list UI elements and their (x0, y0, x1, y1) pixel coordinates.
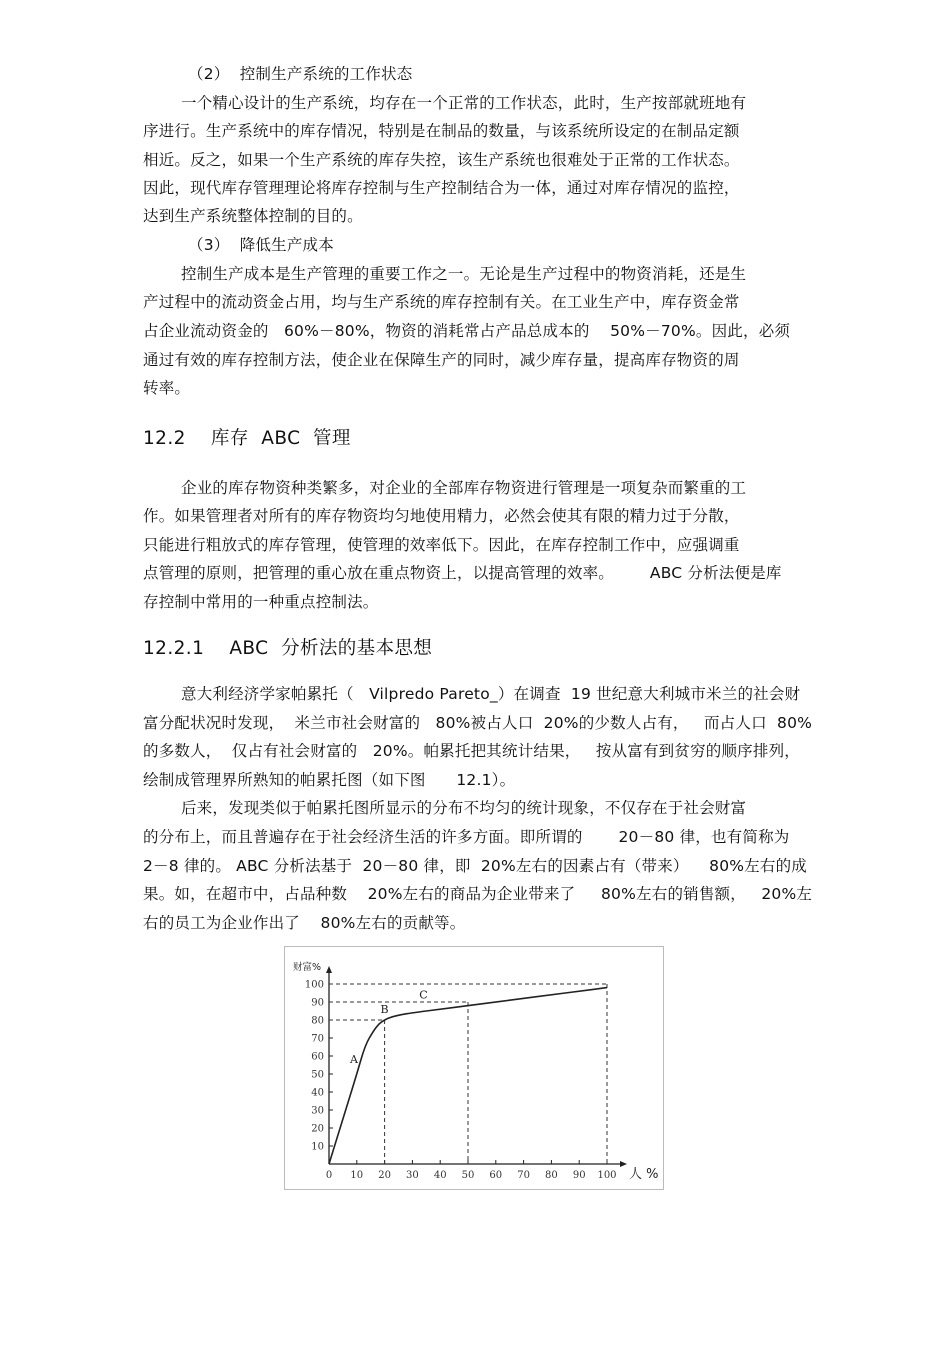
x-tick-label: 50 (461, 1170, 475, 1181)
paragraph-line: 占企业流动资金的 60%－80%，物资的消耗常占产品总成本的 50%－70%。因此，必须 (143, 322, 791, 340)
x-tick-label: 100 (597, 1170, 617, 1181)
paragraph-line: 存控制中常用的一种重点控制法。 (143, 593, 379, 611)
y-tick-label: 80 (311, 1015, 324, 1027)
curve-segment-label-a: A (350, 1053, 358, 1067)
paragraph-line: 右的员工为企业作出了 80%左右的贡献等。 (143, 914, 466, 932)
y-axis-title: 财富% (293, 962, 322, 973)
x-tick-label: 20 (378, 1170, 391, 1181)
y-tick-label: 30 (311, 1105, 324, 1117)
curve-segment-label-b: B (380, 1002, 389, 1016)
section-heading-12-2-1: 12.2.1 ABC 分析法的基本思想 (143, 638, 433, 659)
paragraph-line: 企业的库存物资种类繁多，对企业的全部库存物资进行管理是一项复杂而繁重的工 (181, 479, 747, 497)
section-heading-12-2: 12.2 库存 ABC 管理 (143, 428, 351, 449)
paragraph-line: 作。如果管理者对所有的库存物资均匀地使用精力，必然会使其有限的精力过于分散， (143, 507, 740, 525)
x-tick-label: 90 (572, 1170, 586, 1181)
paragraph-line: 果。如，在超市中，占品种数 20%左右的商品为企业带来了 80%左右的销售额， 20%左 (143, 885, 813, 903)
y-tick-label: 20 (311, 1123, 324, 1135)
paragraph-line: 意大利经济学家帕累托（ Vilpredo Pareto_）在调查 19 世纪意大利城市米兰的社会财 (181, 685, 801, 703)
y-tick-label: 70 (311, 1033, 324, 1045)
paragraph-line: 点管理的原则，把管理的重心放在重点物资上，以提高管理的效率。 ABC 分析法便是库 (143, 564, 782, 582)
paragraph-line: 2－8 律的。 ABC 分析法基于 20－80 律，即 20%左右的因素占有（带来） 80%左右的成 (143, 857, 807, 875)
y-tick-label: 10 (311, 1141, 324, 1153)
paragraph-line: 序进行。生产系统中的库存情况，特别是在制品的数量，与该系统所设定的在制品定额 (143, 122, 740, 140)
x-tick-label: 80 (545, 1170, 558, 1181)
curve-segment-label-c: C (419, 988, 428, 1002)
x-tick-label: 40 (433, 1170, 447, 1181)
y-tick-label: 90 (311, 997, 324, 1009)
x-tick-label: 30 (406, 1170, 419, 1181)
pareto-chart-figure (284, 946, 664, 1190)
paragraph-line: 绘制成管理界所熟知的帕累托图（如下图 12.1）。 (143, 771, 516, 789)
paragraph-line: 达到生产系统整体控制的目的。 (143, 207, 363, 225)
paragraph-line: 产过程中的流动资金占用，均与生产系统的库存控制有关。在工业生产中，库存资金常 (143, 293, 740, 311)
paragraph-line: 控制生产成本是生产管理的重要工作之一。无论是生产过程中的物资消耗，还是生 (181, 265, 747, 283)
paragraph-line: 因此，现代库存管理理论将库存控制与生产控制结合为一体，通过对库存情况的监控， (143, 179, 740, 197)
paragraph-line: 的多数人， 仅占有社会财富的 20%。帕累托把其统计结果， 按从富有到贫穷的顺序排列， (143, 742, 800, 760)
paragraph-line: 只能进行粗放式的库存管理，使管理的效率低下。因此，在库存控制工作中，应强调重 (143, 536, 740, 554)
x-tick-label: 0 (325, 1170, 333, 1181)
paragraph-line: 的分布上，而且普遍存在于社会经济生活的许多方面。即所谓的 20－80 律，也有简称为 (143, 828, 790, 846)
paragraph-line: 后来，发现类似于帕累托图所显示的分布不均匀的统计现象，不仅存在于社会财富 (181, 799, 747, 817)
y-tick-label: 40 (311, 1087, 324, 1099)
paragraph-line: 富分配状况时发现， 米兰市社会财富的 80%被占人口 20%的少数人占有， 而占人口 80% (143, 714, 813, 732)
y-tick-label: 100 (304, 979, 324, 991)
y-tick-label: 60 (311, 1051, 324, 1063)
paragraph-line: 一个精心设计的生产系统，均存在一个正常的工作状态，此时，生产按部就班地有 (181, 94, 747, 112)
paragraph-line: 转率。 (143, 379, 191, 397)
paragraph-line: 相近。反之，如果一个生产系统的库存失控，该生产系统也很难处于正常的工作状态。 (143, 151, 740, 169)
paragraph-line: 通过有效的库存控制方法，使企业在保障生产的同时，减少库存量，提高库存物资的周 (143, 351, 740, 369)
x-tick-label: 60 (489, 1170, 503, 1181)
pareto-chart (284, 946, 664, 1190)
y-tick-label: 50 (311, 1069, 324, 1081)
x-tick-label: 70 (517, 1170, 530, 1181)
x-tick-label: 10 (350, 1170, 364, 1181)
subheading-reduce-cost: （3） 降低生产成本 (188, 236, 334, 254)
subheading-control-state: （2） 控制生产系统的工作状态 (188, 65, 413, 83)
x-axis-title: 人 % (629, 1167, 659, 1182)
